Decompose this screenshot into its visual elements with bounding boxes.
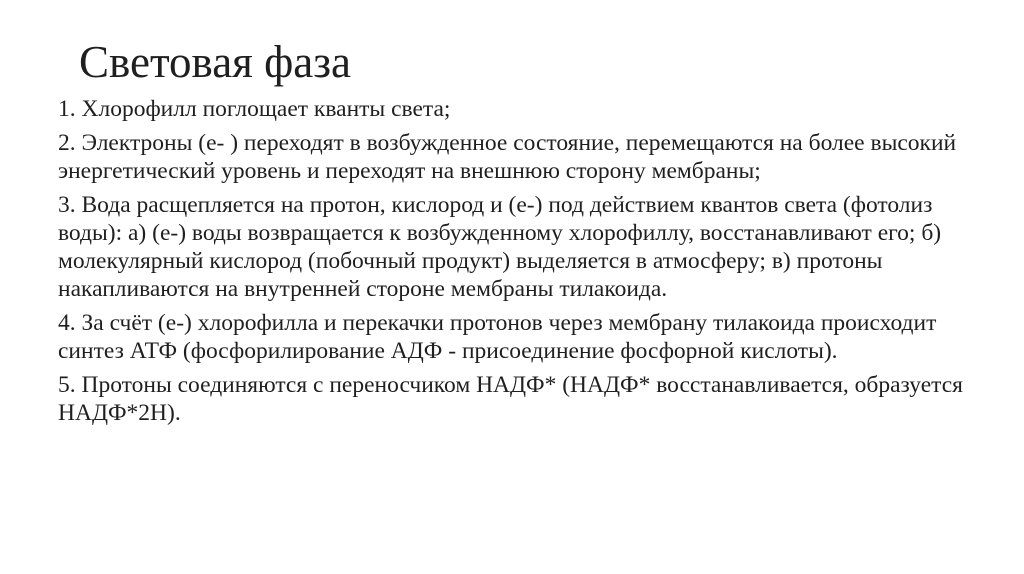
list-item: 3. Вода расщепляется на протон, кислород и (е-) под действием квантов света (фотолиз воды): а) (е-) воды возвращается к возбужденному хлорофиллу, восстанавливают его; б) молекулярный кислород (побочный продукт) выделяется в атмосферу; в) протоны накапливаются на внутренней стороне мембраны тилакоида. bbox=[58, 192, 942, 302]
list-item: 4. За счёт (е-) хлорофилла и перекачки протонов через мембрану тилакоида происходит синтез АТФ (фосфорилирование АДФ - присоединение фосфорной кислоты). bbox=[58, 310, 937, 364]
list-item: 2. Электроны (е- ) переходят в возбужденное состояние, перемещаются на более высокий энергетический уровень и переходят на внешнюю сторону мембраны; bbox=[58, 130, 957, 184]
content-list bbox=[58, 95, 988, 433]
slide-title: Световая фаза bbox=[79, 37, 351, 87]
list-item: 1. Хлорофилл поглощает кванты света; bbox=[58, 96, 451, 122]
list-item: 5. Протоны соединяются с переносчиком НАДФ* (НАДФ* восстанавливается, образуется НАДФ*2Н). bbox=[58, 372, 963, 426]
